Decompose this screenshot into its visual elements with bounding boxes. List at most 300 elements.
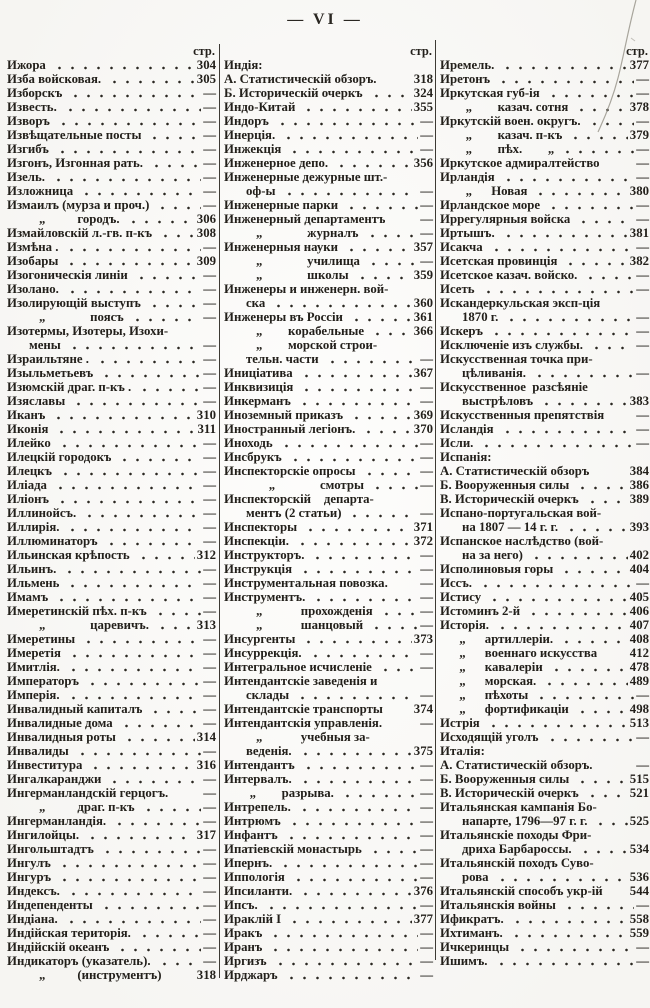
page-number: 513 bbox=[629, 716, 649, 730]
entry-text: Искусственное разсѣяніе bbox=[440, 380, 588, 394]
page-number: 489 bbox=[629, 674, 649, 688]
index-entry bbox=[224, 954, 433, 968]
page-number: — bbox=[203, 100, 216, 114]
entry-text: Ингерманландскій герцогъ. bbox=[7, 786, 169, 800]
entry-text: Интегральное исчисленіе bbox=[224, 660, 372, 674]
index-entry bbox=[7, 954, 216, 968]
entry-text: Изложница bbox=[7, 184, 74, 198]
index-entry bbox=[440, 800, 649, 814]
index-entry bbox=[7, 282, 216, 296]
entry-text: Индія: bbox=[224, 58, 263, 72]
dot-leader bbox=[591, 814, 627, 828]
index-entry bbox=[7, 366, 216, 380]
index-entry bbox=[440, 660, 649, 674]
index-entry bbox=[224, 534, 433, 548]
page-number: — bbox=[420, 604, 433, 618]
page-number: — bbox=[420, 436, 433, 450]
page-number: — bbox=[203, 632, 216, 646]
page-number: 309 bbox=[196, 254, 216, 268]
page-number: — bbox=[420, 758, 433, 772]
index-entry bbox=[7, 100, 216, 114]
dot-leader bbox=[120, 730, 195, 744]
index-entry bbox=[224, 702, 433, 716]
dot-leader bbox=[576, 842, 628, 856]
index-entry bbox=[224, 296, 433, 310]
page-number: — bbox=[203, 366, 216, 380]
dot-leader bbox=[573, 702, 628, 716]
page-number: 534 bbox=[629, 842, 649, 856]
index-entry bbox=[7, 576, 216, 590]
entry-text: Инвалидный капиталъ bbox=[7, 702, 143, 716]
page-number: — bbox=[420, 114, 433, 128]
dot-leader bbox=[282, 968, 419, 982]
dot-leader bbox=[587, 338, 634, 352]
entry-text: цѣливанія. bbox=[462, 366, 526, 380]
dot-leader bbox=[276, 856, 418, 870]
page-number: 381 bbox=[629, 226, 649, 240]
index-entry bbox=[440, 436, 649, 450]
page-number: — bbox=[636, 338, 649, 352]
dot-leader bbox=[532, 688, 634, 702]
index-entry bbox=[7, 128, 216, 142]
index-entry bbox=[224, 968, 433, 982]
page-number: 408 bbox=[629, 632, 649, 646]
index-entry bbox=[224, 842, 433, 856]
page-number: — bbox=[420, 926, 433, 940]
page-number: — bbox=[203, 86, 216, 100]
dot-leader bbox=[366, 842, 418, 856]
index-entry bbox=[440, 702, 649, 716]
page-number: — bbox=[203, 156, 216, 170]
page-number: — bbox=[636, 366, 649, 380]
entry-text: Истрія bbox=[440, 716, 480, 730]
index-entry bbox=[7, 968, 216, 982]
page-number: — bbox=[636, 422, 649, 436]
dot-leader bbox=[134, 548, 195, 562]
page-number: — bbox=[420, 716, 433, 730]
entry-text: Ирландія bbox=[440, 170, 495, 184]
index-entry bbox=[440, 898, 649, 912]
entry-text: „ пѣхоты bbox=[440, 688, 529, 702]
page-number: — bbox=[636, 324, 649, 338]
entry-text: Испанія: bbox=[440, 450, 492, 464]
page-number: — bbox=[636, 898, 649, 912]
page-number: — bbox=[203, 464, 216, 478]
dot-leader bbox=[293, 688, 418, 702]
page-number: — bbox=[203, 772, 216, 786]
dot-leader bbox=[139, 800, 202, 814]
entry-text: Изборскъ bbox=[7, 86, 63, 100]
dot-leader bbox=[50, 58, 195, 72]
entry-text: Инкерманъ bbox=[224, 394, 291, 408]
page-number: — bbox=[203, 352, 216, 366]
dot-leader bbox=[583, 492, 628, 506]
index-entry bbox=[7, 86, 216, 100]
entry-text: Инженерные дежурные шт.- bbox=[224, 170, 388, 184]
dot-leader bbox=[544, 198, 634, 212]
entry-text: Ижора bbox=[7, 58, 46, 72]
dot-leader bbox=[487, 240, 635, 254]
page-number: 317 bbox=[196, 828, 216, 842]
dot-leader bbox=[65, 646, 201, 660]
index-entry bbox=[440, 72, 649, 86]
page-number: — bbox=[203, 184, 216, 198]
entry-text: Изба войсковая. bbox=[7, 72, 102, 86]
entry-text: Иллинойсъ. bbox=[7, 506, 77, 520]
page-number: — bbox=[203, 688, 216, 702]
entry-text: Исли. bbox=[440, 436, 474, 450]
dot-leader bbox=[113, 940, 201, 954]
dot-leader bbox=[308, 548, 418, 562]
index-entry bbox=[7, 198, 216, 212]
index-entry bbox=[7, 926, 216, 940]
index-entry bbox=[224, 170, 433, 184]
index-entry bbox=[440, 58, 649, 72]
entry-text: „ казач. п-къ bbox=[440, 128, 563, 142]
entry-text: Ишимъ. bbox=[440, 954, 488, 968]
page-number: — bbox=[203, 506, 216, 520]
entry-text: „ учебныя за- bbox=[224, 730, 370, 744]
index-entry bbox=[440, 506, 649, 520]
index-entry bbox=[224, 282, 433, 296]
entry-text: Итальянскіе походы Фри- bbox=[440, 828, 592, 842]
entry-text: Исеть bbox=[440, 282, 475, 296]
column-header-str: стр. bbox=[193, 44, 215, 58]
page-number: — bbox=[636, 156, 649, 170]
page-number: 360 bbox=[413, 296, 433, 310]
index-entry bbox=[224, 758, 433, 772]
entry-text: Инфантъ bbox=[224, 828, 278, 842]
page-number: 478 bbox=[629, 660, 649, 674]
entry-text: „ казач. сотня bbox=[440, 100, 569, 114]
dot-leader bbox=[155, 954, 202, 968]
entry-text: „ фортификаціи bbox=[440, 702, 569, 716]
index-entry bbox=[440, 646, 649, 660]
page-number-heading: — VI — bbox=[287, 11, 363, 28]
entry-text: „ морской строи- bbox=[224, 338, 378, 352]
page-number: — bbox=[636, 240, 649, 254]
entry-text: „ морская. bbox=[440, 674, 537, 688]
index-entry bbox=[7, 226, 216, 240]
page-number: — bbox=[203, 870, 216, 884]
index-entry bbox=[440, 282, 649, 296]
dot-leader bbox=[487, 324, 634, 338]
entry-text: Исходящій уголъ bbox=[440, 730, 539, 744]
entry-text: Индепенденты bbox=[7, 898, 93, 912]
index-entry bbox=[224, 786, 433, 800]
page-number: — bbox=[420, 814, 433, 828]
page-number: — bbox=[420, 828, 433, 842]
entry-text: Исакча bbox=[440, 240, 483, 254]
entry-text: выстрѣловъ bbox=[462, 394, 534, 408]
page-number: — bbox=[203, 282, 216, 296]
column-divider bbox=[219, 44, 220, 978]
dot-leader bbox=[537, 394, 628, 408]
entry-text: Ипернъ. bbox=[224, 856, 273, 870]
page-number: 356 bbox=[413, 156, 433, 170]
dot-leader bbox=[128, 310, 201, 324]
index-entry bbox=[7, 464, 216, 478]
dot-leader bbox=[299, 758, 419, 772]
page-number: 316 bbox=[196, 758, 216, 772]
dot-leader bbox=[342, 240, 412, 254]
page-number: 304 bbox=[196, 58, 216, 72]
dot-leader bbox=[63, 576, 201, 590]
index-entry bbox=[224, 688, 433, 702]
dot-leader bbox=[476, 576, 634, 590]
page-number: — bbox=[203, 912, 216, 926]
column-divider bbox=[435, 40, 436, 960]
dot-leader bbox=[52, 590, 201, 604]
index-entry bbox=[224, 226, 433, 240]
index-entry bbox=[440, 170, 649, 184]
entry-text: Инженерныя науки bbox=[224, 240, 339, 254]
page-number: — bbox=[203, 534, 216, 548]
index-entry bbox=[7, 716, 216, 730]
page-number: — bbox=[420, 688, 433, 702]
dot-leader bbox=[83, 674, 201, 688]
entry-text: Инженерные парки bbox=[224, 198, 339, 212]
dot-leader bbox=[493, 618, 628, 632]
dot-leader bbox=[296, 744, 412, 758]
dot-leader bbox=[145, 128, 201, 142]
dot-leader bbox=[115, 450, 201, 464]
dot-leader bbox=[83, 828, 195, 842]
entry-text: Инсургенты bbox=[224, 632, 296, 646]
entry-text: Изобары bbox=[7, 254, 59, 268]
page-number: — bbox=[420, 380, 433, 394]
index-entry bbox=[7, 632, 216, 646]
page-number: — bbox=[420, 576, 433, 590]
page-number: — bbox=[203, 884, 216, 898]
entry-text: Инспекторскій департа- bbox=[224, 492, 374, 506]
index-entry bbox=[7, 254, 216, 268]
dot-leader bbox=[299, 632, 411, 646]
index-entry bbox=[224, 548, 433, 562]
dot-leader bbox=[342, 198, 418, 212]
page-number: 384 bbox=[629, 464, 649, 478]
index-entry bbox=[224, 478, 433, 492]
dot-leader bbox=[271, 954, 419, 968]
page-number: — bbox=[420, 646, 433, 660]
dot-leader bbox=[574, 212, 634, 226]
index-entry bbox=[440, 492, 649, 506]
entry-text: Исландія bbox=[440, 422, 494, 436]
page-number: — bbox=[420, 506, 433, 520]
entry-text: Иноходь bbox=[224, 436, 273, 450]
index-entry bbox=[224, 576, 433, 590]
dot-leader bbox=[332, 156, 412, 170]
page-number: — bbox=[203, 702, 216, 716]
entry-text: Илецкій городокъ bbox=[7, 450, 112, 464]
index-entry bbox=[224, 268, 433, 282]
index-entry bbox=[440, 520, 649, 534]
index-entry bbox=[440, 142, 649, 156]
entry-text: Извѣщательные посты bbox=[7, 128, 142, 142]
column-header-str: стр. bbox=[626, 44, 648, 58]
entry-text: Инспекторскіе опросы bbox=[224, 464, 356, 478]
dot-leader bbox=[338, 786, 418, 800]
page-number: — bbox=[420, 562, 433, 576]
dot-leader bbox=[56, 464, 201, 478]
entry-text: „ прохожденія bbox=[224, 604, 373, 618]
dot-leader bbox=[86, 758, 194, 772]
dot-leader bbox=[581, 268, 634, 282]
entry-text: Изогоническія линіи bbox=[7, 268, 128, 282]
index-entry bbox=[7, 702, 216, 716]
index-entry bbox=[440, 212, 649, 226]
page-number: — bbox=[636, 954, 649, 968]
entry-text: Иноземный приказъ bbox=[224, 408, 344, 422]
entry-text: „ военнаго искусства bbox=[440, 646, 598, 660]
dot-leader bbox=[363, 226, 419, 240]
dot-leader bbox=[60, 562, 201, 576]
index-entry bbox=[224, 450, 433, 464]
entry-text: Истису bbox=[440, 590, 482, 604]
index-entry bbox=[440, 422, 649, 436]
index-entry bbox=[440, 884, 649, 898]
index-entry bbox=[224, 730, 433, 744]
page-number: 308 bbox=[196, 226, 216, 240]
dot-leader bbox=[279, 128, 418, 142]
entry-text: Имамъ bbox=[7, 590, 49, 604]
entry-text: Инструментальная повозка. bbox=[224, 576, 388, 590]
entry-text: Ипсиланти. bbox=[224, 884, 293, 898]
index-entry bbox=[224, 618, 433, 632]
dot-leader bbox=[102, 534, 202, 548]
index-entry bbox=[224, 128, 433, 142]
index-entry bbox=[7, 184, 216, 198]
dot-leader bbox=[289, 870, 418, 884]
entry-text: „ журналъ bbox=[224, 226, 359, 240]
entry-text: „ драг. п-къ bbox=[7, 800, 135, 814]
index-entry bbox=[7, 562, 216, 576]
index-entry bbox=[440, 786, 649, 800]
dot-leader bbox=[296, 772, 419, 786]
page-number: — bbox=[420, 142, 433, 156]
index-entry bbox=[224, 324, 433, 338]
page-number: — bbox=[203, 926, 216, 940]
page-number: — bbox=[203, 338, 216, 352]
dot-leader bbox=[151, 604, 202, 618]
page-number: — bbox=[203, 660, 216, 674]
page-number: — bbox=[636, 170, 649, 184]
page-number: 374 bbox=[413, 702, 433, 716]
dot-leader bbox=[52, 422, 195, 436]
dot-leader bbox=[273, 114, 418, 128]
dot-leader bbox=[547, 660, 628, 674]
page-number: — bbox=[636, 282, 649, 296]
dot-leader bbox=[64, 884, 201, 898]
entry-text: Иппологія bbox=[224, 870, 285, 884]
page-number: — bbox=[420, 786, 433, 800]
entry-text: Известь. bbox=[7, 100, 57, 114]
dot-leader bbox=[156, 226, 195, 240]
index-entry bbox=[7, 646, 216, 660]
dot-leader bbox=[297, 366, 412, 380]
entry-text: А. Статистическій обзоръ bbox=[440, 464, 590, 478]
index-entry bbox=[224, 86, 433, 100]
page-number: 377 bbox=[413, 912, 433, 926]
entry-text: В. Историческій очеркъ bbox=[440, 786, 579, 800]
entry-text: на 1807 — 14 г. г. bbox=[462, 520, 559, 534]
page-number: — bbox=[636, 436, 649, 450]
dot-leader bbox=[49, 170, 201, 184]
index-entry bbox=[440, 562, 649, 576]
index-entry bbox=[224, 184, 433, 198]
index-entry bbox=[440, 380, 649, 394]
entry-text: Иліонъ bbox=[7, 492, 49, 506]
dot-leader bbox=[55, 856, 201, 870]
entry-text: Илецкъ bbox=[7, 464, 53, 478]
dot-leader bbox=[530, 366, 634, 380]
dot-leader bbox=[359, 422, 411, 436]
index-entry bbox=[440, 576, 649, 590]
dot-leader bbox=[367, 86, 412, 100]
index-entry bbox=[440, 352, 649, 366]
dot-leader bbox=[502, 310, 634, 324]
dot-leader bbox=[55, 436, 201, 450]
page-number: — bbox=[636, 940, 649, 954]
entry-text: рова bbox=[462, 870, 489, 884]
index-entry bbox=[224, 240, 433, 254]
entry-text: Инквизиція bbox=[224, 380, 294, 394]
page-number: — bbox=[203, 240, 216, 254]
page-number: — bbox=[203, 268, 216, 282]
page-number: — bbox=[203, 394, 216, 408]
index-entry bbox=[440, 772, 649, 786]
entry-text: Исключеніе изъ службы. bbox=[440, 338, 583, 352]
dot-leader bbox=[55, 870, 201, 884]
page-number: — bbox=[636, 142, 649, 156]
dot-leader bbox=[98, 842, 201, 856]
index-entry bbox=[440, 912, 649, 926]
page-number: 359 bbox=[413, 268, 433, 282]
index-entry bbox=[7, 604, 216, 618]
page-number: — bbox=[636, 86, 649, 100]
entry-text: Израильтяне . bbox=[7, 352, 89, 366]
page-number: — bbox=[203, 128, 216, 142]
page-number: 367 bbox=[413, 366, 433, 380]
dot-leader bbox=[527, 548, 628, 562]
entry-text: Итальянскій походъ Суво- bbox=[440, 856, 594, 870]
entry-text: Имитлія. bbox=[7, 660, 60, 674]
index-entry bbox=[440, 590, 649, 604]
page-number: — bbox=[636, 730, 649, 744]
dot-leader bbox=[323, 352, 419, 366]
page-number: 375 bbox=[413, 744, 433, 758]
index-entry bbox=[440, 366, 649, 380]
index-column-3 bbox=[440, 44, 649, 968]
index-entry bbox=[224, 58, 433, 72]
index-entry bbox=[224, 912, 433, 926]
entry-text: Ихтиманъ. bbox=[440, 926, 503, 940]
entry-text: Иллирія. bbox=[7, 520, 60, 534]
page-number: — bbox=[203, 954, 216, 968]
entry-text: Иретонъ bbox=[440, 72, 491, 86]
entry-text: Инструкція bbox=[224, 562, 293, 576]
index-entry bbox=[7, 296, 216, 310]
index-entry bbox=[224, 492, 433, 506]
entry-text: Ингуръ bbox=[7, 870, 52, 884]
page-number: — bbox=[420, 898, 433, 912]
page-number: — bbox=[203, 786, 216, 800]
entry-text: Имеретія bbox=[7, 646, 61, 660]
dot-leader bbox=[531, 184, 627, 198]
index-entry bbox=[224, 254, 433, 268]
entry-text: Изыльметьевъ bbox=[7, 366, 94, 380]
entry-text: Инсбрукъ bbox=[224, 450, 282, 464]
